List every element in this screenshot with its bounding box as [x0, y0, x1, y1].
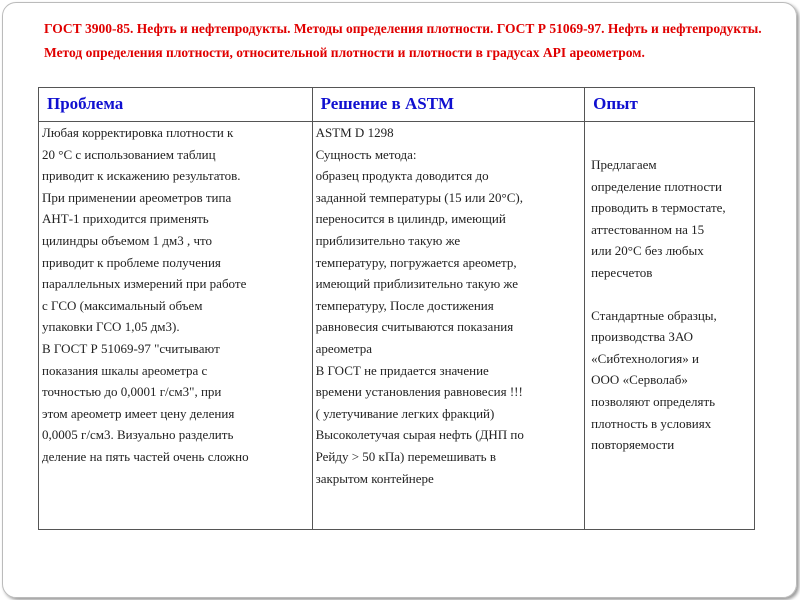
cell-text-line: температуру, После достижения — [315, 297, 494, 313]
header-astm-solution: Решение в ASTM — [312, 88, 585, 122]
cell-text-line: 0,0005 г/см3. Визуально разделить — [42, 427, 234, 443]
cell-text-line: Высоколетучая сырая нефть (ДНП по — [315, 427, 524, 443]
cell-text-line: аттестованном на 15 — [591, 221, 705, 237]
header-problem: Проблема — [39, 88, 313, 122]
cell-text-line: ООО «Серволаб» — [591, 372, 688, 388]
cell-text-line: образец продукта доводится до — [315, 168, 489, 184]
cell-text-line: Стандартные образцы, — [591, 307, 717, 323]
table-row — [39, 122, 755, 530]
cell-text-line: цилиндры объемом 1 дм3 , что — [42, 232, 213, 248]
cell-text-line: ( улетучивание легких фракций) — [315, 405, 495, 421]
cell-text-line: «Сибтехнология» и — [591, 350, 699, 366]
problem-cell — [39, 122, 313, 530]
cell-text-line: закрытом контейнере — [315, 470, 434, 486]
comparison-table — [38, 87, 755, 530]
experience-cell — [585, 122, 755, 530]
table-header-row — [39, 88, 755, 122]
cell-text-line: плотность в условиях — [591, 415, 712, 431]
cell-text-line: определение плотности — [591, 178, 722, 194]
cell-text-line: производства ЗАО — [591, 329, 694, 345]
cell-text-line: АНТ-1 приходится применять — [42, 211, 209, 227]
cell-text-line: 20 °С с использованием таблиц — [42, 146, 216, 162]
cell-text-line: повторяемости — [591, 437, 675, 453]
cell-text-line: ASTM D 1298 — [315, 125, 394, 140]
cell-text-line: Любая корректировка плотности к — [42, 125, 234, 140]
slide-title: ГОСТ 3900-85. Нефть и нефтепродукты. Методы определения плотности. ГОСТ Р 51069-97. Нефть и нефтепродукты. Метод определения плотности, относительной плотности и плотности в градусах API ареометром. — [44, 21, 762, 60]
cell-text-line: температуру, погружается ареометр, — [315, 254, 517, 270]
header-experience: Опыт — [585, 88, 755, 122]
cell-text-line: В ГОСТ Р 51069-97 "считывают — [42, 340, 220, 356]
cell-text-line: деление на пять частей очень сложно — [42, 448, 249, 464]
cell-text-line: заданной температуры (15 или 20°С), — [315, 189, 523, 205]
cell-text-line: времени установления равновесия !!! — [315, 384, 523, 400]
cell-text-line: позволяют определять — [591, 393, 716, 409]
cell-text-line: с ГСО (максимальный объем — [42, 297, 203, 313]
cell-text-line: пересчетов — [591, 264, 653, 280]
cell-text-line: приблизительно такую же — [315, 232, 461, 248]
cell-text-line: точностью до 0,0001 г/см3", при — [42, 384, 222, 400]
cell-text-line: параллельных измерений при работе — [42, 276, 247, 292]
cell-text-line: проводить в термостате, — [591, 200, 726, 216]
cell-text-line: переносится в цилиндр, имеющий — [315, 211, 506, 227]
cell-text-line: ареометра — [315, 340, 372, 356]
cell-text-line: равновесия считываются показания — [315, 319, 514, 335]
cell-text-line: Предлагаем — [591, 157, 657, 172]
cell-text-line: Рейду > 50 кПа) перемешивать в — [315, 448, 496, 464]
spacer — [591, 284, 748, 305]
cell-text-line: Сущность метода: — [315, 146, 417, 162]
astm-solution-cell — [312, 122, 585, 530]
cell-text-line: упаковки ГСО 1,05 дм3). — [42, 319, 180, 335]
cell-text-line: имеющий приблизительно такую же — [315, 276, 519, 292]
cell-text-line: показания шкалы ареометра с — [42, 362, 208, 378]
cell-text-line: или 20°С без любых — [591, 243, 704, 259]
cell-text-line: В ГОСТ не придается значение — [315, 362, 489, 378]
cell-text-line: приводит к искажению результатов. — [42, 168, 241, 184]
cell-text-line: При применении ареометров типа — [42, 189, 232, 205]
cell-text-line: этом ареометр имеет цену деления — [42, 405, 235, 421]
cell-text-line: приводит к проблеме получения — [42, 254, 221, 270]
